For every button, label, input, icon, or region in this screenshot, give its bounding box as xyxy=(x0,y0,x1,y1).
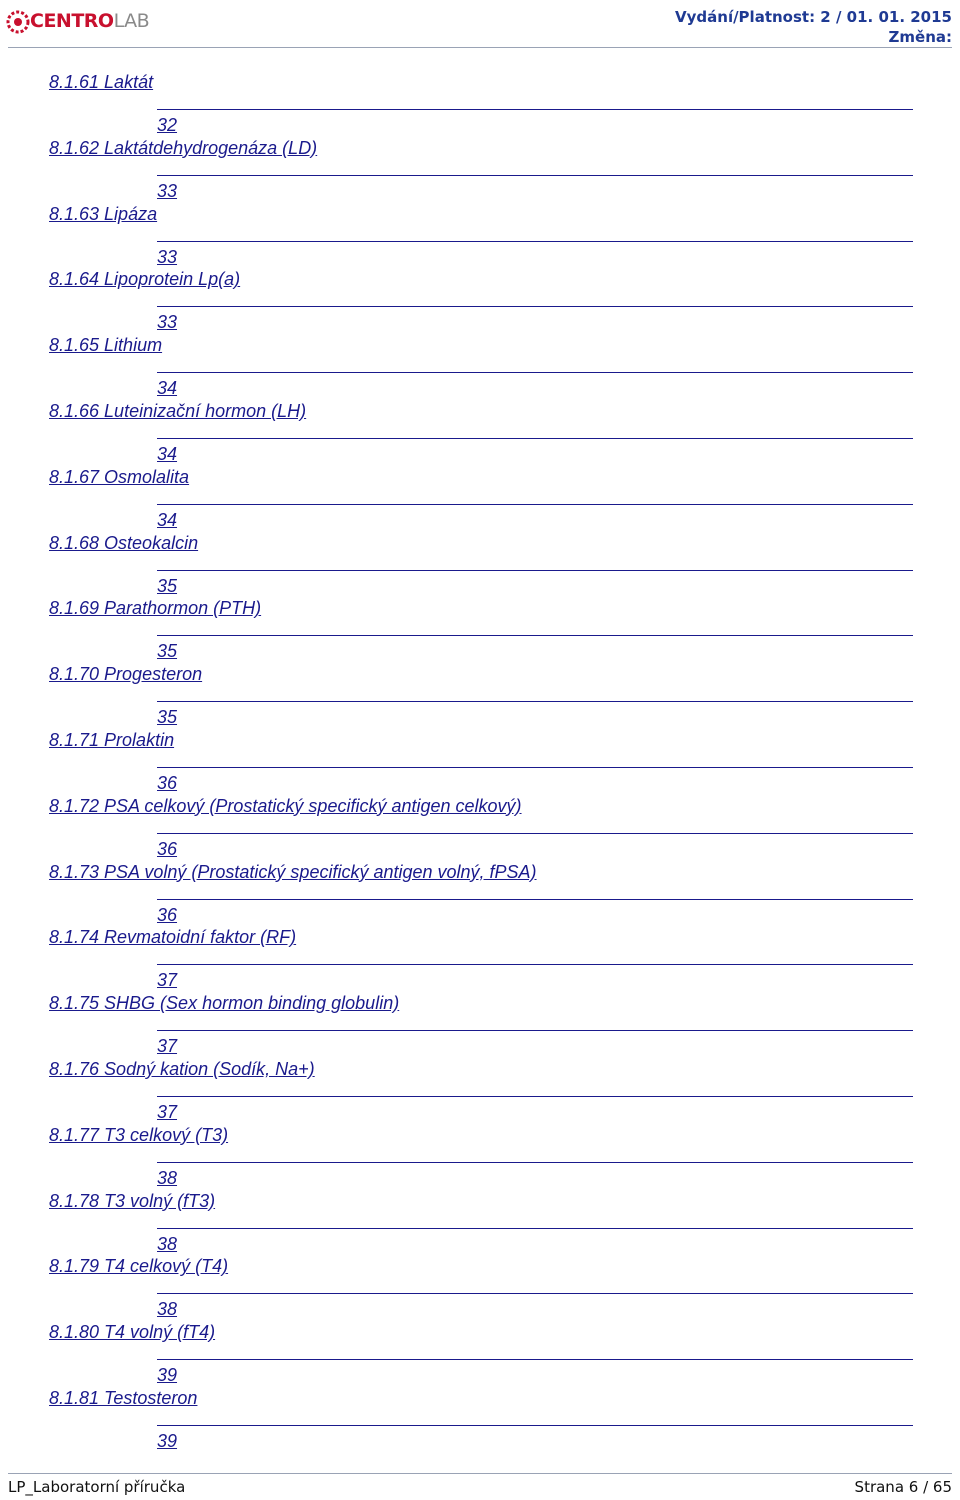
toc-entry-page-link[interactable]: 36 xyxy=(157,838,178,859)
toc-leader-line xyxy=(157,306,913,307)
toc-leader-line xyxy=(157,241,913,242)
toc-entry-title-link[interactable]: 8.1.74 Revmatoidní faktor (RF) xyxy=(49,927,297,948)
toc-entry xyxy=(0,1059,960,1125)
toc-entry-title-link[interactable]: 8.1.79 T4 celkový (T4) xyxy=(49,1256,229,1277)
toc-entry xyxy=(0,72,960,138)
toc-entry-title-link[interactable]: 8.1.71 Prolaktin xyxy=(49,730,175,750)
toc-leader-line xyxy=(157,1162,913,1163)
toc-entry xyxy=(0,1191,960,1257)
toc-entry-page-link[interactable]: 38 xyxy=(157,1233,178,1254)
toc-entry-page-link[interactable]: 37 xyxy=(157,970,178,991)
toc-leader-line xyxy=(157,964,913,965)
toc-entry xyxy=(0,467,960,533)
toc-leader-line xyxy=(157,833,913,834)
toc-entry xyxy=(0,664,960,730)
toc-entry-page-link[interactable]: 34 xyxy=(157,509,178,530)
toc-entry xyxy=(0,598,960,664)
toc-entry-page-link[interactable]: 35 xyxy=(157,707,178,728)
toc-entry xyxy=(0,862,960,928)
toc-entry-page-link[interactable]: 33 xyxy=(157,246,178,267)
toc-leader-line xyxy=(157,504,913,505)
toc-leader-line xyxy=(157,635,913,636)
toc-entry xyxy=(0,138,960,204)
toc-entry-title-link[interactable]: 8.1.61 Laktát xyxy=(49,72,154,92)
toc-entry-title-link[interactable]: 8.1.72 PSA celkový (Prostatický specifický antigen celkový) xyxy=(49,795,522,816)
toc-leader-line xyxy=(157,438,913,439)
toc-entry-page-link[interactable]: 39 xyxy=(157,1365,178,1386)
toc-entry-page-link[interactable]: 37 xyxy=(157,1036,178,1057)
header-meta xyxy=(675,7,952,47)
toc-entry xyxy=(0,401,960,467)
header-divider xyxy=(8,47,952,48)
footer-page-info: Strana 6 / 65 xyxy=(854,1478,952,1496)
toc-entry-page-link[interactable]: 35 xyxy=(157,641,178,662)
toc-entry xyxy=(0,269,960,335)
toc-entry xyxy=(0,730,960,796)
toc-entry-title-link[interactable]: 8.1.62 Laktátdehydrogenáza (LD) xyxy=(49,137,318,158)
toc-entry xyxy=(0,533,960,599)
toc-entry-page-link[interactable]: 36 xyxy=(157,904,178,925)
toc-entry-page-link[interactable]: 37 xyxy=(157,1102,178,1122)
toc-entry-page-link[interactable]: 32 xyxy=(157,115,178,135)
footer-divider xyxy=(8,1473,952,1474)
toc-entry xyxy=(0,927,960,993)
toc-entry-title-link[interactable]: 8.1.67 Osmolalita xyxy=(49,466,190,487)
toc-leader-line xyxy=(157,1293,913,1294)
toc-entry-title-link[interactable]: 8.1.64 Lipoprotein Lp(a) xyxy=(49,269,241,290)
toc-leader-line xyxy=(157,570,913,571)
toc-leader-line xyxy=(157,1096,913,1097)
toc-entry-title-link[interactable]: 8.1.80 T4 volný (fT4) xyxy=(49,1322,216,1343)
toc-entry xyxy=(0,993,960,1059)
toc-entry-title-link[interactable]: 8.1.66 Luteinizační hormon (LH) xyxy=(49,401,307,421)
footer-doc-name: LP_Laboratorní příručka xyxy=(8,1478,186,1496)
toc-entry xyxy=(0,204,960,270)
toc-entry-title-link[interactable]: 8.1.76 Sodný kation (Sodík, Na+) xyxy=(49,1059,315,1079)
toc-entry-page-link[interactable]: 35 xyxy=(157,575,178,596)
toc-entry xyxy=(0,1125,960,1191)
toc-entry xyxy=(0,1388,960,1454)
toc-entry xyxy=(0,335,960,401)
toc-leader-line xyxy=(157,175,913,176)
toc-entry-title-link[interactable]: 8.1.73 PSA volný (Prostatický specifický antigen volný, fPSA) xyxy=(49,861,537,882)
toc-leader-line xyxy=(157,899,913,900)
change-label: Změna: xyxy=(888,28,952,46)
toc-leader-line xyxy=(157,701,913,702)
toc-leader-line xyxy=(157,767,913,768)
toc-entry-title-link[interactable]: 8.1.70 Progesteron xyxy=(49,664,203,685)
toc-entry-page-link[interactable]: 34 xyxy=(157,444,178,464)
toc-entry-title-link[interactable]: 8.1.77 T3 celkový (T3) xyxy=(49,1124,229,1145)
toc-entry-title-link[interactable]: 8.1.75 SHBG (Sex hormon binding globulin) xyxy=(49,993,400,1014)
toc-leader-line xyxy=(157,372,913,373)
toc-entry-title-link[interactable]: 8.1.81 Testosteron xyxy=(49,1388,198,1408)
toc-entry-title-link[interactable]: 8.1.69 Parathormon (PTH) xyxy=(49,598,262,619)
toc-entry-page-link[interactable]: 38 xyxy=(157,1299,178,1320)
toc-entry-title-link[interactable]: 8.1.65 Lithium xyxy=(49,335,163,356)
toc-entry xyxy=(0,1322,960,1388)
toc-entry-page-link[interactable]: 39 xyxy=(157,1431,178,1451)
toc-leader-line xyxy=(157,1228,913,1229)
toc-leader-line xyxy=(157,1030,913,1031)
toc-leader-line xyxy=(157,1425,913,1426)
toc-entry-title-link[interactable]: 8.1.78 T3 volný (fT3) xyxy=(49,1190,216,1211)
toc-entry-page-link[interactable]: 38 xyxy=(157,1167,178,1188)
toc-entry-page-link[interactable]: 33 xyxy=(157,312,178,333)
toc-entry-title-link[interactable]: 8.1.63 Lipáza xyxy=(49,203,158,224)
centrolab-logo: CENTROLAB xyxy=(6,2,146,42)
toc-entry xyxy=(0,796,960,862)
toc-entry-title-link[interactable]: 8.1.68 Osteokalcin xyxy=(49,532,199,553)
page-header xyxy=(0,0,960,50)
toc-entry-page-link[interactable]: 36 xyxy=(157,773,178,793)
validity-text: Vydání/Platnost: 2 / 01. 01. 2015 xyxy=(675,8,952,26)
toc-leader-line xyxy=(157,1359,913,1360)
toc-leader-line xyxy=(157,109,913,110)
toc-entry-page-link[interactable]: 34 xyxy=(157,378,178,399)
toc-entry-page-link[interactable]: 33 xyxy=(157,180,178,201)
toc-entry xyxy=(0,1256,960,1322)
